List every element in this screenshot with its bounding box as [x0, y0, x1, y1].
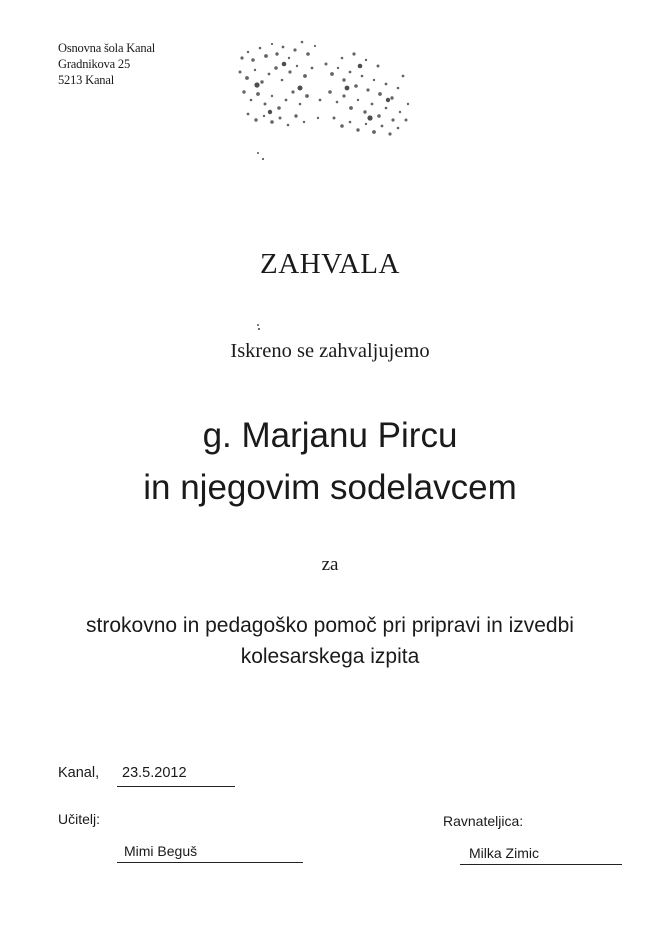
reason-line-2: kolesarskega izpita	[240, 645, 420, 668]
intro-text: Iskreno se zahvaljujemo	[230, 340, 430, 362]
principal-name: Milka Zimic	[469, 845, 539, 861]
teacher-label: Učitelj:	[58, 811, 101, 827]
recipient-line-1: g. Marjanu Pircu	[202, 416, 458, 455]
principal-signature-line	[460, 864, 622, 865]
school-street: Gradnikova 25	[58, 57, 131, 71]
principal-label: Ravnateljica:	[443, 813, 524, 829]
date-underline	[117, 786, 235, 787]
school-address	[58, 40, 155, 88]
scan-speck	[257, 152, 259, 154]
recipient-line-2: in njegovim sodelavcem	[143, 468, 517, 507]
recipient	[0, 410, 660, 514]
scan-speck	[262, 158, 264, 160]
school-logo-stamp	[222, 30, 417, 140]
teacher-name: Mimi Beguš	[124, 843, 198, 859]
document-title: ZAHVALA	[260, 248, 400, 280]
date-value: 23.5.2012	[122, 765, 187, 781]
scan-speck	[257, 324, 259, 326]
teacher-signature-line	[117, 862, 303, 863]
scan-speck	[258, 328, 260, 330]
place-label: Kanal,	[58, 765, 100, 781]
reason-text	[0, 610, 660, 672]
school-name: Osnovna šola Kanal	[58, 41, 156, 55]
connector-text: za	[321, 554, 339, 575]
reason-line-1: strokovno in pedagoško pomoč pri pripravi in izvedbi	[86, 614, 574, 637]
school-city: 5213 Kanal	[58, 73, 114, 87]
